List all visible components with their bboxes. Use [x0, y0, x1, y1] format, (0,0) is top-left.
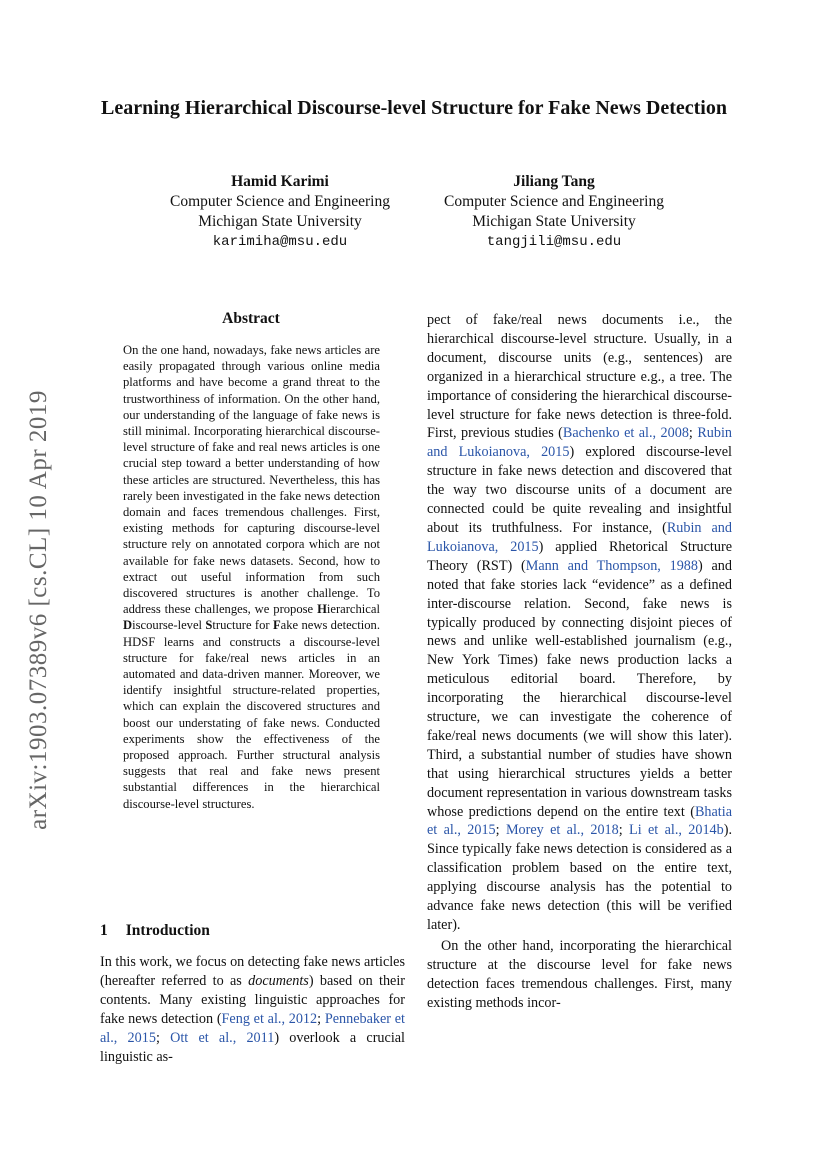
arxiv-identifier — [18, 360, 60, 860]
emphasized-term: documents — [248, 972, 309, 989]
body-text: pect of fake/real news documents i.e., the hierarchical discourse-level structure. Usually, in a document, discourse units (e.g., sentences) are organized in a hierarchical structure e.g., a tree. The importance of considering the hierarchical discourse-level structure for fake news detection is three-fold. First, previous studies ( — [427, 312, 732, 442]
citation-link[interactable]: Bachenko et al., 2008 — [562, 425, 689, 442]
author-email: karimiha@msu.edu — [212, 234, 348, 250]
citation-link[interactable]: Mann and Thompson, 1988 — [525, 557, 698, 574]
citation-separator: ; — [688, 425, 698, 442]
citation-link[interactable]: Li et al., 2014b — [629, 822, 724, 839]
author-department: Computer Science and Engineering — [170, 193, 390, 210]
abstract-text-cont: HDSF learns and constructs a discourse-level structure for fake/real news articles in an automated and data-driven manner. Moreover, we identify insightful structure-related properties, which can explain the discovered structures and boost our understating of fake news. Conducted experiments show the effectiveness of the proposed approach. Further structural analysis suggests that real and fake news present substantial differences in the hierarchical discourse-level structures. — [123, 634, 380, 811]
acronym-letter-d: D — [123, 618, 133, 633]
acronym-rest-h: ierarchical — [326, 602, 380, 617]
body-paragraph: On the other hand, incorporating the hierarchical structure at the discourse level for fake news detection faces tremendous challenges. First, many existing methods incor- — [427, 937, 732, 1011]
section-number: 1 — [100, 922, 108, 939]
arxiv-id-text: arXiv:1903.07389v6 [cs.CL] 10 Apr 2019 — [25, 390, 53, 830]
body-paragraph — [427, 311, 732, 935]
abstract-body — [123, 342, 380, 812]
body-text: ) explored discourse-level structure in fake news detection and discovered that the way two discourse units of a document are connected could be quite revealing and insightful about its truthfulness. For instance, ( — [427, 444, 732, 536]
citation-link[interactable]: Ott et al., 2011 — [170, 1029, 275, 1046]
section-heading — [100, 922, 405, 940]
paper-title: Learning Hierarchical Discourse-level Structure for Fake News Detection — [101, 97, 727, 119]
citation-separator: ; — [155, 1029, 171, 1046]
citation-separator: ; — [317, 1010, 325, 1027]
acronym-rest-d: iscourse-level — [132, 618, 206, 633]
author-email: tangjili@msu.edu — [486, 234, 622, 250]
author-name: Jiliang Tang — [513, 173, 595, 190]
acronym-letter-h: H — [317, 602, 327, 617]
citation-link[interactable]: Rubin and Lukoianova, 2015 — [427, 519, 732, 555]
acronym-letter-f: F — [272, 618, 281, 633]
author-university: Michigan State University — [198, 213, 362, 230]
citation-link[interactable]: Pennebaker et al., 2015 — [100, 1010, 405, 1046]
body-text: ) applied Rhetorical Structure Theory (RST) ( — [427, 538, 732, 574]
body-text: ). Since typically fake news detection is considered as a classification problem based on the entire text, applying discourse analysis has the potential to advance fake news detection (this will be verified later). — [427, 822, 733, 933]
citation-link[interactable]: Morey et al., 2018 — [505, 822, 619, 839]
abstract-text: On the one hand, nowadays, fake news articles are easily propagated through various online media platforms and have become a grand threat to the trustworthiness of information. On the other hand, our understanding of the language of fake news is still minimal. Incorporating hierarchical discourse-level structure of fake and real news articles is one crucial step toward a better understanding of how these articles are structured. Nevertheless, this has rarely been investigated in the fake news detection domain and faces tremendous challenges. First, existing methods for capturing discourse-level structure rely on annotated corpora which are not available for fake news datasets. Second, how to extract out useful information from such discovered structures is another challenge. To address these challenges, we propose — [123, 343, 380, 617]
citation-separator: ; — [495, 822, 506, 839]
author-block-2 — [414, 172, 694, 252]
author-department: Computer Science and Engineering — [444, 193, 664, 210]
citation-link[interactable]: Feng et al., 2012 — [221, 1010, 318, 1027]
right-column — [427, 311, 732, 1013]
author-university: Michigan State University — [472, 213, 636, 230]
abstract-heading: Abstract — [222, 310, 280, 327]
citation-link[interactable]: Bhatia et al., 2015 — [427, 803, 732, 839]
author-name: Hamid Karimi — [231, 173, 329, 190]
body-text: ) overlook a crucial linguistic as- — [100, 1029, 406, 1065]
acronym-rest-s: tructure for — [212, 618, 273, 633]
body-text: ) based on their contents. Many existing linguistic approaches for fake news detection ( — [100, 972, 405, 1027]
citation-separator: ; — [618, 822, 630, 839]
intro-paragraph — [100, 953, 405, 1066]
citation-link[interactable]: Rubin and Lukoianova, 2015 — [427, 425, 732, 461]
author-block-1 — [140, 172, 420, 252]
section-title: Introduction — [125, 922, 210, 939]
body-text: In this work, we focus on detecting fake news articles (hereafter referred to as — [100, 954, 405, 989]
acronym-rest-f: ake news detection. — [280, 618, 380, 633]
body-text: ) and noted that fake stories lack “evidence” as a defined inter-discourse relation. Second, fake news is typically produced by connecting disjoint pieces of news and unlike well-established journalism (e.g., New York Times) fake news production lacks a meticulous editorial board. Therefore, by incorporating the hierarchical discourse-level structure, we can investigate the coherence of fake/real news documents (we will show this later). Third, a substantial number of studies have shown that using hierarchical structures yields a better document representation in various downstream tasks whose predictions depend on the entire text ( — [427, 557, 732, 820]
acronym-letter-s: S — [205, 618, 213, 633]
